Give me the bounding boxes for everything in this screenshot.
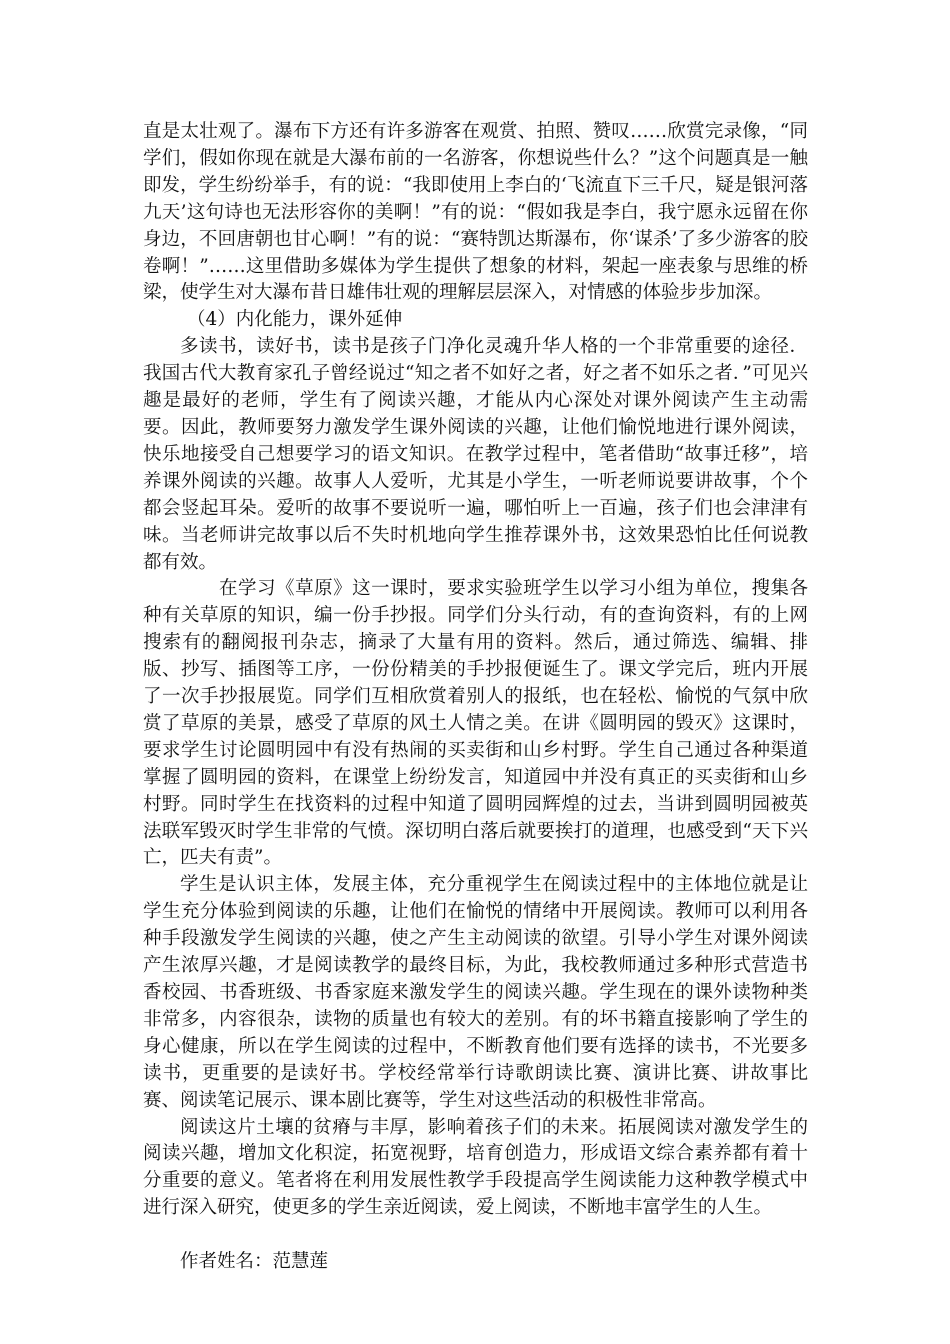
paragraph-reading-interest: 多读书，读好书，读书是孩子门净化灵魂升华人格的一个非常重要的途径．我国古代大教育家孔子曾经说过“知之者不如好之者，好之者不如乐之者．”可见兴趣是最好的老师，学生有了阅读兴趣，才能从内心深处对课外阅读产生主动需要。因此，教师要努力激发学生课外阅读的兴趣，让他们愉悦地进行课外阅读，快乐地接受自己想要学习的语文知识。在教学过程中，笔者借助“故事迁移”，培养课外阅读的兴趣。故事人人爱听，尤其是小学生，一听老师说要讲故事，个个都会竖起耳朵。爱听的故事不要说听一遍，哪怕听上一百遍，孩子们也会津津有味。当老师讲完故事以后不失时机地向学生推荐课外书，这效果恐怕比任何说教都有效。 [143, 336, 808, 573]
paragraph-conclusion: 阅读这片土壤的贫瘠与丰厚，影响着孩子们的未来。拓展阅读对激发学生的阅读兴趣，增加文化积淀，拓宽视野，培育创造力，形成语文综合素养都有着十分重要的意义。笔者将在利用发展性教学手段提高学生阅读能力这种教学模式中进行深入研究，使更多的学生亲近阅读，爱上阅读，不断地丰富学生的人生。 [143, 1116, 808, 1219]
document-body [143, 119, 808, 1276]
paragraph-waterfall-discussion: 直是太壮观了。瀑布下方还有许多游客在观赏、拍照、赞叹……欣赏完录像，“同学们，假如你现在就是大瀑布前的一名游客，你想说些什么？”这个问题真是一触即发，学生纷纷举手，有的说：“我即使用上李白的‘飞流直下三千尺，疑是银河落九天’这句诗也无法形容你的美啊！”有的说：“假如我是李白，我宁愿永远留在你身边，不回唐朝也甘心啊！”有的说：“赛特凯达斯瀑布，你‘谋杀’了多少游客的胶卷啊！”……这里借助多媒体为学生提供了想象的材料，架起一座表象与思维的桥梁，使学生对大瀑布昔日雄伟壮观的理解层层深入，对情感的体验步步加深。 [143, 121, 808, 304]
blank-line [143, 1222, 808, 1249]
section-heading: （4）内化能力，课外延伸 [187, 309, 403, 331]
author-name: 作者姓名：范慧莲 [180, 1251, 329, 1273]
paragraph-student-subject: 学生是认识主体，发展主体，充分重视学生在阅读过程中的主体地位就是让学生充分体验到阅读的乐趣，让他们在愉悦的情绪中开展阅读。教师可以利用各种手段激发学生阅读的兴趣，使之产生主动阅读的欲望。引导小学生对课外阅读产生浓厚兴趣，才是阅读教学的最终目标，为此，我校教师通过多种形式营造书香校园、书香班级、书香家庭来激发学生的阅读兴趣。学生现在的课外读物种类非常多，内容很杂，读物的质量也有较大的差别。有的坏书籍直接影响了学生的身心健康，所以在学生阅读的过程中，不断教育他们要有选择的读书，不光要多读书，更重要的是读好书。学校经常举行诗歌朗读比赛、演讲比赛、讲故事比赛、阅读笔记展示、课本剧比赛等，学生对这些活动的积极性非常高。 [143, 874, 808, 1111]
paragraph-grassland-lesson: 在学习《草原》这一课时，要求实验班学生以学习小组为单位，搜集各种有关草原的知识，编一份手抄报。同学们分头行动，有的查询资料，有的上网搜索有的翻阅报刊杂志，摘录了大量有用的资料。然后，通过筛选、编辑、排版、抄写、插图等工序，一份份精美的手抄报便诞生了。课文学完后，班内开展了一次手抄报展览。同学们互相欣赏着别人的报纸，也在轻松、愉悦的气氛中欣赏了草原的美景，感受了草原的风土人情之美。在讲《圆明园的毁灭》这课时，要求学生讨论圆明园中有没有热闹的买卖街和山乡村野。学生自己通过各种渠道掌握了圆明园的资料，在课堂上纷纷发言，知道园中并没有真正的买卖街和山乡村野。同时学生在找资料的过程中知道了圆明园辉煌的过去，当讲到圆明园被英法联军毁灭时学生非常的气愤。深切明白落后就要挨打的道理，也感受到“天下兴亡，匹夫有责”。 [143, 578, 808, 869]
